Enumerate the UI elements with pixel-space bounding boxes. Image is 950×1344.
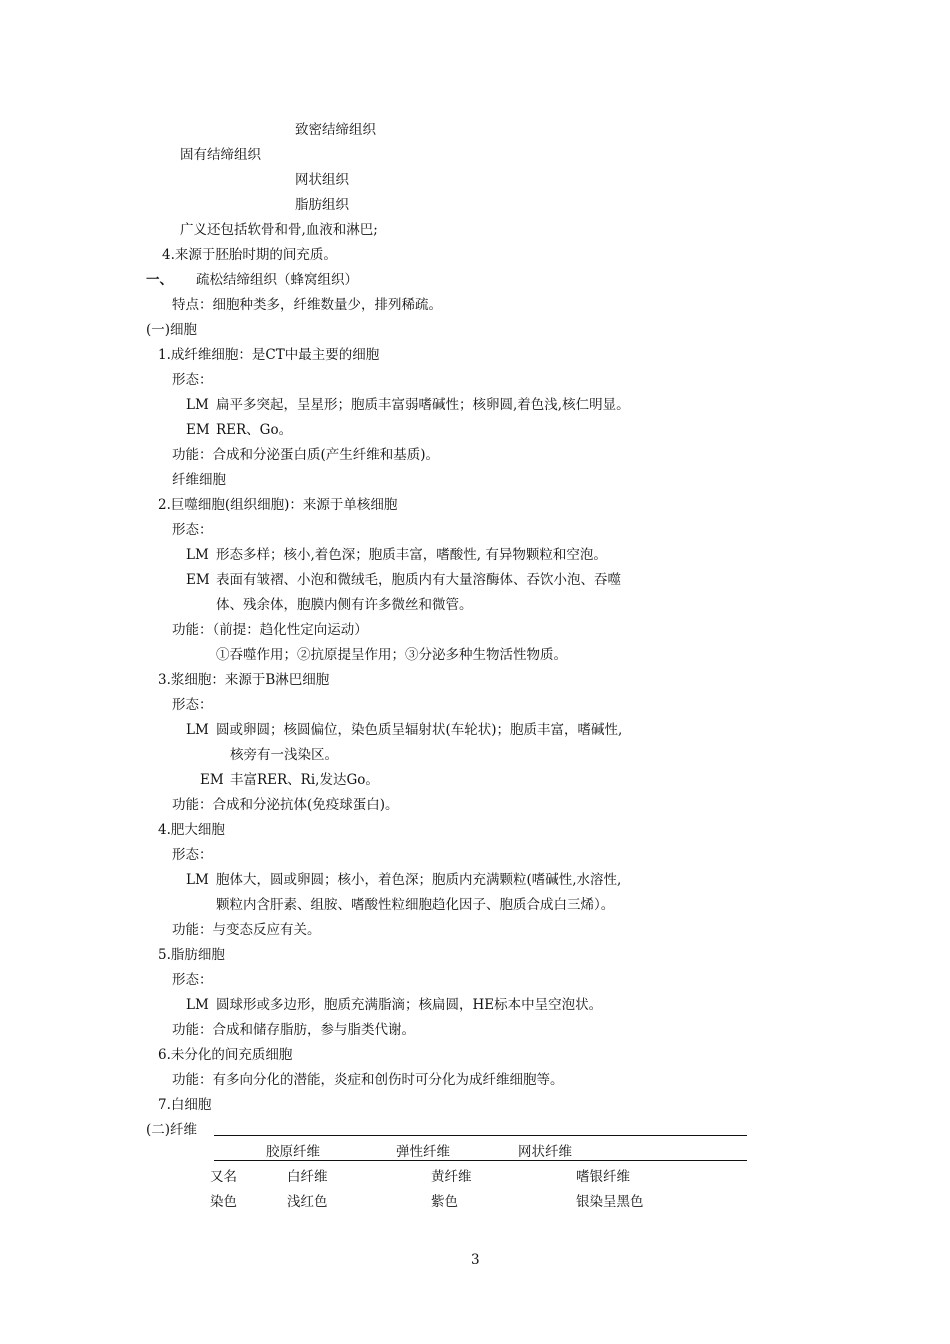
text-line: 致密结缔组织 [295,122,376,138]
lm-label: LM [186,722,209,738]
text-line: 胞体大，圆或卵圆；核小，着色深；胞质内充满颗粒(嗜碱性,水溶性, [216,872,622,888]
item-heading: 5.脂肪细胞 [158,947,225,963]
em-label: EM [200,772,224,788]
table-header-cell: 网状纤维 [518,1144,572,1160]
table-header-cell: 胶原纤维 [266,1144,320,1160]
text-line: 形态： [172,372,213,388]
table-top-rule [214,1135,747,1136]
lm-label: LM [186,397,209,413]
table-cell: 紫色 [431,1194,458,1210]
em-label: EM [186,422,210,438]
text-line: 网状组织 [295,172,349,188]
text-line: 形态： [172,972,213,988]
em-label: EM [186,572,210,588]
text-line: 脂肪组织 [295,197,349,213]
text-line: 圆或卵圆；核圆偏位，染色质呈辐射状(车轮状)；胞质丰富，嗜碱性, [216,722,623,738]
table-row-label: 又名 [210,1169,237,1185]
text-line: 形态： [172,697,213,713]
page-number: 3 [471,1252,480,1268]
table-header-rule [214,1160,747,1161]
item-heading: 2.巨噬细胞(组织细胞)：来源于单核细胞 [158,497,398,513]
table-cell: 银染呈黑色 [576,1194,644,1210]
subsection-title: (二)纤维 [146,1122,198,1138]
text-line: 核旁有一浅染区。 [230,747,338,763]
text-line: 4.来源于胚胎时期的间充质。 [162,247,337,263]
item-heading: 3.浆细胞：来源于B淋巴细胞 [158,672,330,688]
table-row-label: 染色 [210,1194,237,1210]
text-line: 功能：有多向分化的潜能，炎症和创伤时可分化为成纤维细胞等。 [172,1072,564,1088]
section-number: 一、 [146,272,173,288]
item-heading: 4.肥大细胞 [158,822,225,838]
text-line: ①吞噬作用；②抗原提呈作用；③分泌多种生物活性物质。 [216,647,567,663]
text-line: 纤维细胞 [172,472,226,488]
text-line: 固有结缔组织 [180,147,261,163]
table-cell: 黄纤维 [431,1169,472,1185]
lm-label: LM [186,997,209,1013]
text-line: 表面有皱褶、小泡和微绒毛，胞质内有大量溶酶体、吞饮小泡、吞噬 [216,572,621,588]
lm-label: LM [186,547,209,563]
text-line: 功能：（前提：趋化性定向运动） [172,622,368,638]
text-line: 功能：合成和分泌抗体(免疫球蛋白)。 [172,797,399,813]
text-line: 广义还包括软骨和骨,血液和淋巴; [180,222,378,238]
table-header-cell: 弹性纤维 [396,1144,450,1160]
text-line: 功能：合成和储存脂肪，参与脂类代谢。 [172,1022,415,1038]
lm-label: LM [186,872,209,888]
text-line: 扁平多突起，呈星形；胞质丰富弱嗜碱性；核卵圆,着色浅,核仁明显。 [216,397,630,413]
text-line: 圆球形或多边形，胞质充满脂滴；核扁圆，HE标本中呈空泡状。 [216,997,603,1013]
text-line: 形态： [172,847,213,863]
item-heading: 7.白细胞 [158,1097,212,1113]
table-cell: 白纤维 [287,1169,328,1185]
text-line: RER、Go。 [216,422,293,438]
item-heading: 6.未分化的间充质细胞 [158,1047,293,1063]
table-cell: 嗜银纤维 [576,1169,630,1185]
subsection-title: (一)细胞 [146,322,198,338]
text-line: 丰富RER、Ri,发达Go。 [230,772,379,788]
text-line: 颗粒内含肝素、组胺、嗜酸性粒细胞趋化因子、胞质合成白三烯）。 [216,897,615,913]
text-line: 体、残余体，胞膜内侧有许多微丝和微管。 [216,597,473,613]
text-line: 功能：合成和分泌蛋白质(产生纤维和基质)。 [172,447,440,463]
table-cell: 浅红色 [287,1194,328,1210]
text-line: 功能：与变态反应有关。 [172,922,321,938]
text-line: 形态多样；核小,着色深；胞质丰富，嗜酸性, 有异物颗粒和空泡。 [216,547,607,563]
text-line: 特点：细胞种类多，纤维数量少，排列稀疏。 [172,297,442,313]
section-title: 疏松结缔组织（蜂窝组织） [196,272,358,288]
text-line: 形态： [172,522,213,538]
item-heading: 1.成纤维细胞：是CT中最主要的细胞 [158,347,380,363]
